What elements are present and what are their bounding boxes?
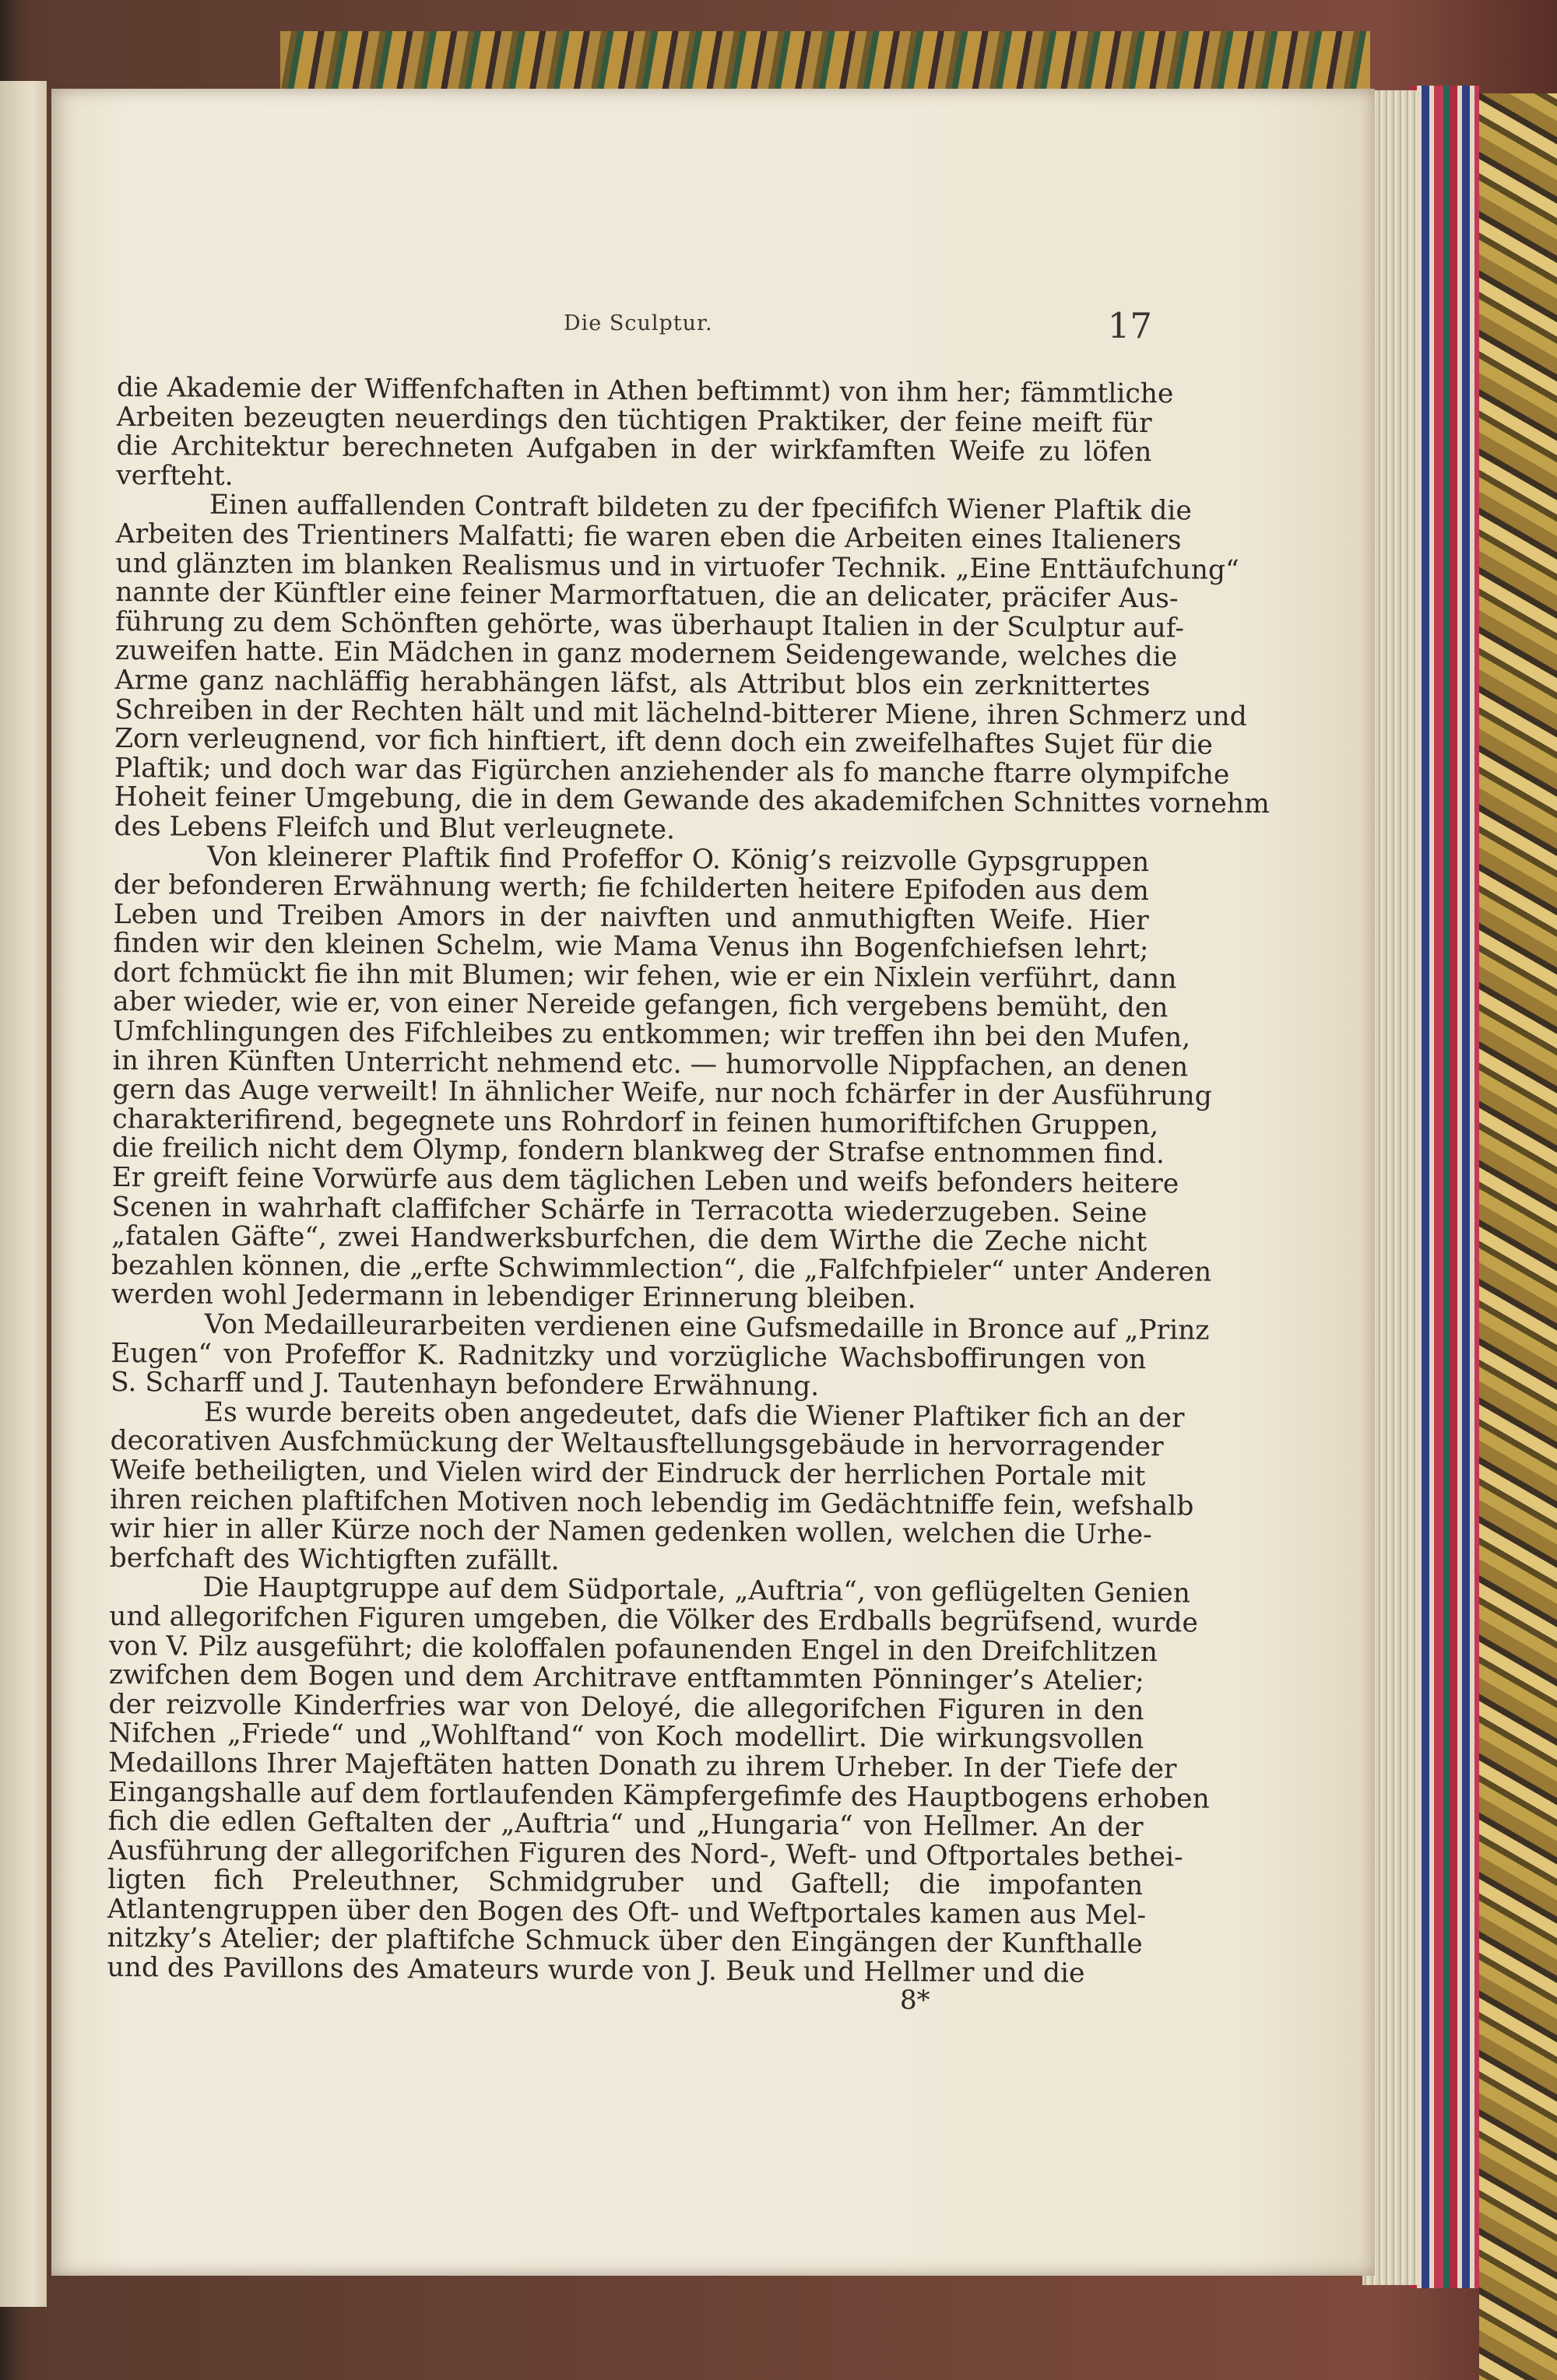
text-line: zuweifen hatte. Ein Mädchen in ganz modernem Seidengewande, welches die xyxy=(114,635,1178,673)
page-header xyxy=(117,305,1152,356)
text-line: Von kleinerer Plaftik find Profeffor O. König’s reizvolle Gypsgruppen xyxy=(207,841,1150,878)
text-line: Schreiben in der Rechten hält und mit lächelnd-bitterer Miene, ihren Schmerz und xyxy=(114,693,1247,732)
text-line: Eugen“ von Profeffor K. Radnitzky und vorzügliche Wachsboffirungen von xyxy=(111,1337,1147,1375)
text-line: gern das Auge verweilt! In ähnlicher Weife, nur noch fchärfer in der Ausführung xyxy=(112,1074,1212,1112)
text-line: finden wir den kleinen Schelm, wie Mama Venus ihn Bogenfchiefsen lehrt; xyxy=(113,928,1149,966)
page-number: 17 xyxy=(1107,305,1152,346)
text-line: Scenen in wahrhaft claffifcher Schärfe in Terracotta wiederzugeben. Seine xyxy=(111,1191,1148,1229)
marbled-endpaper-right xyxy=(1479,93,1557,2380)
paragraph xyxy=(111,841,1212,1316)
text-line: fich die edlen Geftalten der „Auftria“ und „Hungaria“ von Hellmer. An der xyxy=(107,1806,1144,1844)
text-line: und allegorifchen Figuren umgeben, die Völker des Erdballs begrüfsend, wurde xyxy=(109,1600,1198,1639)
text-line: Arbeiten des Trientiners Malfatti; fie waren eben die Arbeiten eines Italieners xyxy=(115,518,1182,556)
text-line: Es wurde bereits oben angedeutet, dafs die Wiener Plaftiker fich an der xyxy=(203,1396,1185,1434)
text-line: die freilich nicht dem Olymp, fondern blankweg der Strafse entnommen find. xyxy=(111,1132,1165,1171)
marbled-page-edge xyxy=(1409,86,1479,2288)
text-line: Die Hauptgruppe auf dem Südportale, „Auftria“, von geflügelten Genien xyxy=(202,1572,1190,1609)
text-line: verfteht. xyxy=(116,459,234,492)
paragraph xyxy=(116,372,1174,497)
text-line: Einen auffallenden Contraft bildeten zu der fpecififch Wiener Plaftik die xyxy=(209,490,1192,527)
text-line: zwifchen dem Bogen und dem Architrave entftammten Pönninger’s Atelier; xyxy=(108,1659,1144,1697)
body-text xyxy=(107,372,1270,1989)
text-line: Medaillons Ihrer Majeftäten hatten Donath zu ihrem Urheber. In der Tiefe der xyxy=(107,1746,1177,1785)
text-line: die Architektur berechneten Aufgaben in der wirkfamften Weife zu löfen xyxy=(116,430,1152,469)
text-line: von V. Pilz ausgeführt; die koloffalen pofaunenden Engel in den Dreifchlitzen xyxy=(108,1630,1158,1668)
text-line: Von Medailleurarbeiten verdienen eine Gufsmedaille in Bronce auf „Prinz xyxy=(204,1308,1210,1346)
paragraph xyxy=(107,1572,1210,1989)
text-line: die Akademie der Wiffenfchaften in Athen beftimmt) von ihm her; fämmtliche xyxy=(116,372,1174,410)
text-line: Zorn verleugnend, vor fich hinftiert, ift denn doch ein zweifelhaftes Sujet für die xyxy=(114,723,1213,761)
text-line: Er greift feine Vorwürfe aus dem täglichen Leben und weifs befonders heitere xyxy=(111,1162,1179,1200)
text-line: nitzky’s Atelier; der plaftifche Schmuck über den Eingängen der Kunfthalle xyxy=(107,1922,1143,1961)
text-line: charakterifirend, begegnete uns Rohrdorf in feinen humoriftifchen Gruppen, xyxy=(112,1103,1159,1142)
left-page-edge xyxy=(0,81,47,2307)
text-line: Leben und Treiben Amors in der naivften und anmuthigften Weife. Hier xyxy=(113,898,1149,936)
text-line: der befonderen Erwähnung werth; fie fchilderten heitere Epifoden aus dem xyxy=(113,869,1150,907)
text-line: decorativen Ausfchmückung der Weltausftellungsgebäude in hervorragender xyxy=(110,1425,1164,1463)
text-line: Weife betheiligten, und Vielen wird der Eindruck der herrlichen Portale mit xyxy=(110,1454,1146,1493)
text-line: Arme ganz nachläffig herabhängen läfst, als Attribut blos ein zerknittertes xyxy=(114,664,1151,703)
paragraph xyxy=(110,1308,1210,1404)
text-line: in ihren Künften Unterricht nehmend etc. — humorvolle Nippfachen, an denen xyxy=(112,1044,1189,1083)
running-title: Die Sculptur. xyxy=(564,311,713,335)
text-line: dort fchmückt fie ihn mit Blumen; wir fehen, wie er ein Nixlein verführt, dann xyxy=(113,957,1177,995)
text-line: berfchaft des Wichtigften zufällt. xyxy=(109,1542,560,1577)
text-line: Nifchen „Friede“ und „Wohlftand“ von Koch modellirt. Die wirkungsvollen xyxy=(108,1718,1144,1756)
text-line: S. Scharff und J. Tautenhayn befondere Erwähnung. xyxy=(110,1367,820,1402)
text-line: und des Pavillons des Amateurs wurde von J. Beuk und Hellmer und die xyxy=(107,1952,1085,1989)
text-line: wir hier in aller Kürze noch der Namen gedenken wollen, welchen die Urhe- xyxy=(109,1513,1152,1551)
text-line: werden wohl Jedermann in lebendiger Erinnerung bleiben. xyxy=(111,1279,916,1315)
text-line: Plaftik; und doch war das Figürchen anziehender als fo manche ftarre olympifche xyxy=(114,752,1230,791)
text-line: des Lebens Fleifch und Blut verleugnete. xyxy=(114,810,676,846)
text-line: Eingangshalle auf dem fortlaufenden Kämpfergefimfe des Hauptbogens erhoben xyxy=(107,1776,1210,1815)
text-line: ihren reichen plaftifchen Motiven noch lebendig im Gedächtniffe fein, wefshalb xyxy=(110,1483,1194,1522)
text-line: bezahlen können, die „erfte Schwimmlection“, die „Falfchfpieler“ unter Anderen xyxy=(111,1249,1212,1288)
text-line: und glänzten im blanken Realismus und in virtuofer Technik. „Eine Enttäufchung“ xyxy=(115,547,1239,586)
text-line: führung zu dem Schönften gehörte, was überhaupt Italien in der Sculptur auf- xyxy=(114,606,1185,644)
paragraph xyxy=(109,1396,1194,1580)
text-line: Hoheit feiner Umgebung, die in dem Gewande des akademifchen Schnittes vornehm xyxy=(114,781,1270,820)
signature-mark: 8* xyxy=(900,1985,930,2016)
paragraph xyxy=(114,490,1270,848)
text-line: aber wieder, wie er, von einer Nereide gefangen, fich vergebens bemüht, den xyxy=(112,986,1169,1024)
text-line: Ausführung der allegorifchen Figuren des Nord-, Weft- und Oftportales bethei- xyxy=(107,1834,1183,1873)
text-line: Arbeiten bezeugten neuerdings den tüchtigen Praktiker, der feine meift für xyxy=(116,401,1152,439)
text-line: ligten fich Preleuthner, Schmidgruber und Gaftell; die impofanten xyxy=(107,1864,1144,1902)
text-line: Umfchlingungen des Fifchleibes zu entkommen; wir treffen ihn bei den Mufen, xyxy=(112,1016,1191,1054)
text-line: der reizvolle Kinderfries war von Deloyé, die allegorifchen Figuren in den xyxy=(108,1688,1144,1726)
text-line: nannte der Künftler eine feiner Marmorftatuen, die an delicater, präcifer Aus- xyxy=(115,577,1179,615)
text-line: Atlantengruppen über den Bogen des Oft- und Weftportales kamen aus Mel- xyxy=(107,1893,1147,1931)
text-line: „fatalen Gäfte“, zwei Handwerksburfchen, die dem Wirthe die Zeche nicht xyxy=(111,1220,1148,1258)
